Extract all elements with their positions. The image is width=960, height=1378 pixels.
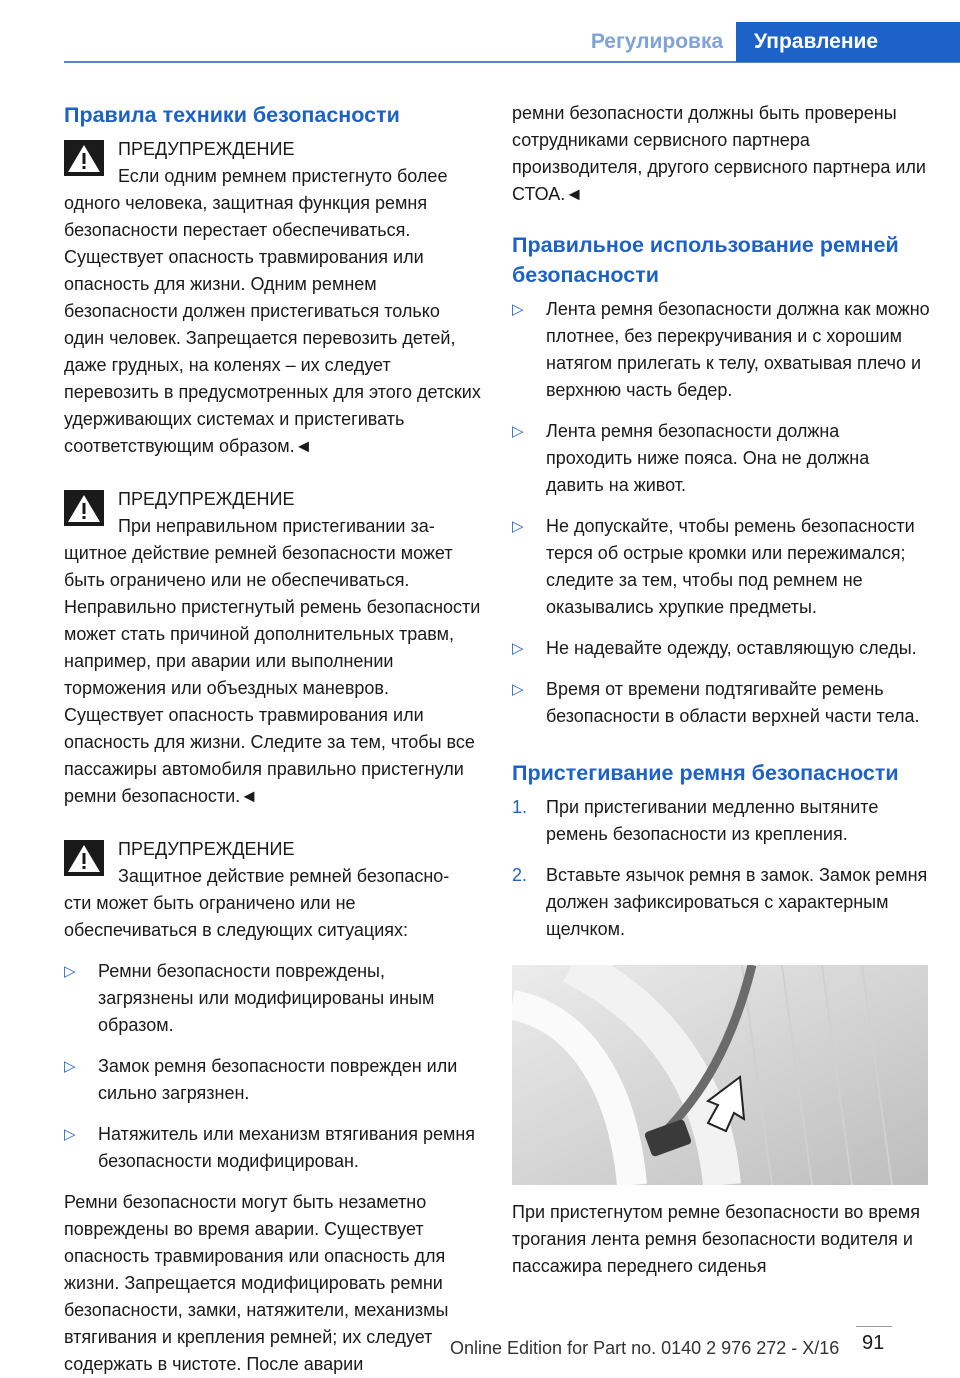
warning-title: ПРЕДУПРЕЖДЕНИЕ xyxy=(118,139,295,159)
warning-block-2 xyxy=(64,486,482,810)
bullet-triangle-icon: ▷ xyxy=(512,681,524,698)
warning-block-3 xyxy=(64,836,482,944)
section-heading-fastening: Пристегивание ремня безопасности xyxy=(512,761,899,785)
bullet-triangle-icon: ▷ xyxy=(64,963,76,980)
list-item: ▷ Время от времени подтягивайте ремень безопасности в области верхней части тела. xyxy=(512,676,930,730)
right-column xyxy=(512,100,930,1280)
section-heading-correct-use: Правильное использование ремней безопасности xyxy=(512,233,899,287)
tab-regulirovka[interactable]: Регулировка xyxy=(590,30,724,53)
seatbelt-photo xyxy=(512,965,928,1185)
list-item: ▷ Не надевайте одежду, оставляющую следы. xyxy=(512,635,930,662)
warning-triangle-icon xyxy=(64,840,104,876)
warning-body: сти может быть ограничено или не обеспечиваться в следующих ситуациях: xyxy=(64,893,409,940)
warning-title: ПРЕДУПРЕЖДЕНИЕ xyxy=(118,489,295,509)
step-number: 2. xyxy=(512,865,528,885)
figure-caption: При пристегнутом ремне безопасности во время трогания лента ремня безопасности водителя и пассажира переднего сиденья xyxy=(512,1202,921,1276)
warning-body: щитное действие ремней безопасности может быть ограничено или не обеспечиваться. Неправильно пристегнутый ремень безопасности может стать причиной дополнительных травм, например, при аварии или выполнении торможения или объездных маневров. Существует опасность травмирования или опасность для жизни. Следите за тем, чтобы все пассажиры автомобиля правильно пристегнули ремни безопасности.◄ xyxy=(64,543,481,806)
step-item: 1. При пристегивании медленно вытяните ремень безопасности из крепления. xyxy=(512,794,930,848)
page-number-rule xyxy=(856,1326,892,1327)
warning-block-1 xyxy=(64,136,482,460)
warning-triangle-icon xyxy=(64,140,104,176)
bullet-triangle-icon: ▷ xyxy=(64,1058,76,1075)
bullet-triangle-icon: ▷ xyxy=(512,518,524,535)
step-item: 2. Вставьте язычок ремня в замок. Замок ремня должен зафиксироваться с характерным щелчком. xyxy=(512,862,930,943)
page-number: 91 xyxy=(862,1332,885,1354)
continuation-paragraph: ремни безопасности должны быть проверены сотрудниками сервисного партнера производителя, другого сервисного партнера или СТОА.◄ xyxy=(512,103,926,204)
list-item: ▷ Лента ремня безопасности должна проходить ниже пояса. Она не должна давить на живот. xyxy=(512,418,930,499)
section-heading-safety-rules: Правила техники безопасности xyxy=(64,103,400,127)
warning-lead: При неправильном пристегивании за- xyxy=(118,516,435,536)
bullet-triangle-icon: ▷ xyxy=(64,1126,76,1143)
list-item: ▷ Не допускайте, чтобы ремень безопасности терся об острые кромки или пережимался; следите за тем, чтобы под ремнем не оказывались хрупкие предметы. xyxy=(512,513,930,621)
warning-lead: Если одним ремнем пристегнуто более xyxy=(118,166,448,186)
tab-upravlenie[interactable]: Управление xyxy=(736,22,960,62)
step-number: 1. xyxy=(512,797,528,817)
closing-paragraph: Ремни безопасности могут быть незаметно повреждены во время аварии. Существует опасность травмирования или опасность для жизни. Запрещается модифицировать ремни безопасности, замки, натяжители, механизмы втягивания и крепления ремней; их следует содержать в чистоте. После аварии xyxy=(64,1192,449,1374)
bullet-triangle-icon: ▷ xyxy=(512,640,524,657)
left-column xyxy=(64,100,482,1378)
list-item: ▷ Замок ремня безопасности поврежден или сильно загрязнен. xyxy=(64,1053,482,1107)
list-item: ▷ Ремни безопасности повреждены, загрязнены или модифицированы иным образом. xyxy=(64,958,482,1039)
warning-title: ПРЕДУПРЕЖДЕНИЕ xyxy=(118,839,295,859)
warning-body: одного человека, защитная функция ремня безопасности перестает обеспечиваться. Существует опасность травмирования или опасность для жизни. Одним ремнем безопасности должен пристегиваться только один человек. Запрещается перевозить детей, даже грудных, на коленях – их следует перевозить в предусмотренных для этого детских удерживающих системах и пристегивать соответствующим образом.◄ xyxy=(64,193,481,456)
edition-footer: Online Edition for Part no. 0140 2 976 272 - X/16 xyxy=(450,1338,840,1358)
list-item: ▷ Натяжитель или механизм втягивания ремня безопасности модифицирован. xyxy=(64,1121,482,1175)
bullet-triangle-icon: ▷ xyxy=(512,301,524,318)
warning-triangle-icon xyxy=(64,490,104,526)
list-item: ▷ Лента ремня безопасности должна как можно плотнее, без перекручивания и с хорошим натягом прилегать к телу, охватывая плечо и верхнюю часть бедер. xyxy=(512,296,930,404)
warning-lead: Защитное действие ремней безопасно- xyxy=(118,866,450,886)
bullet-triangle-icon: ▷ xyxy=(512,423,524,440)
